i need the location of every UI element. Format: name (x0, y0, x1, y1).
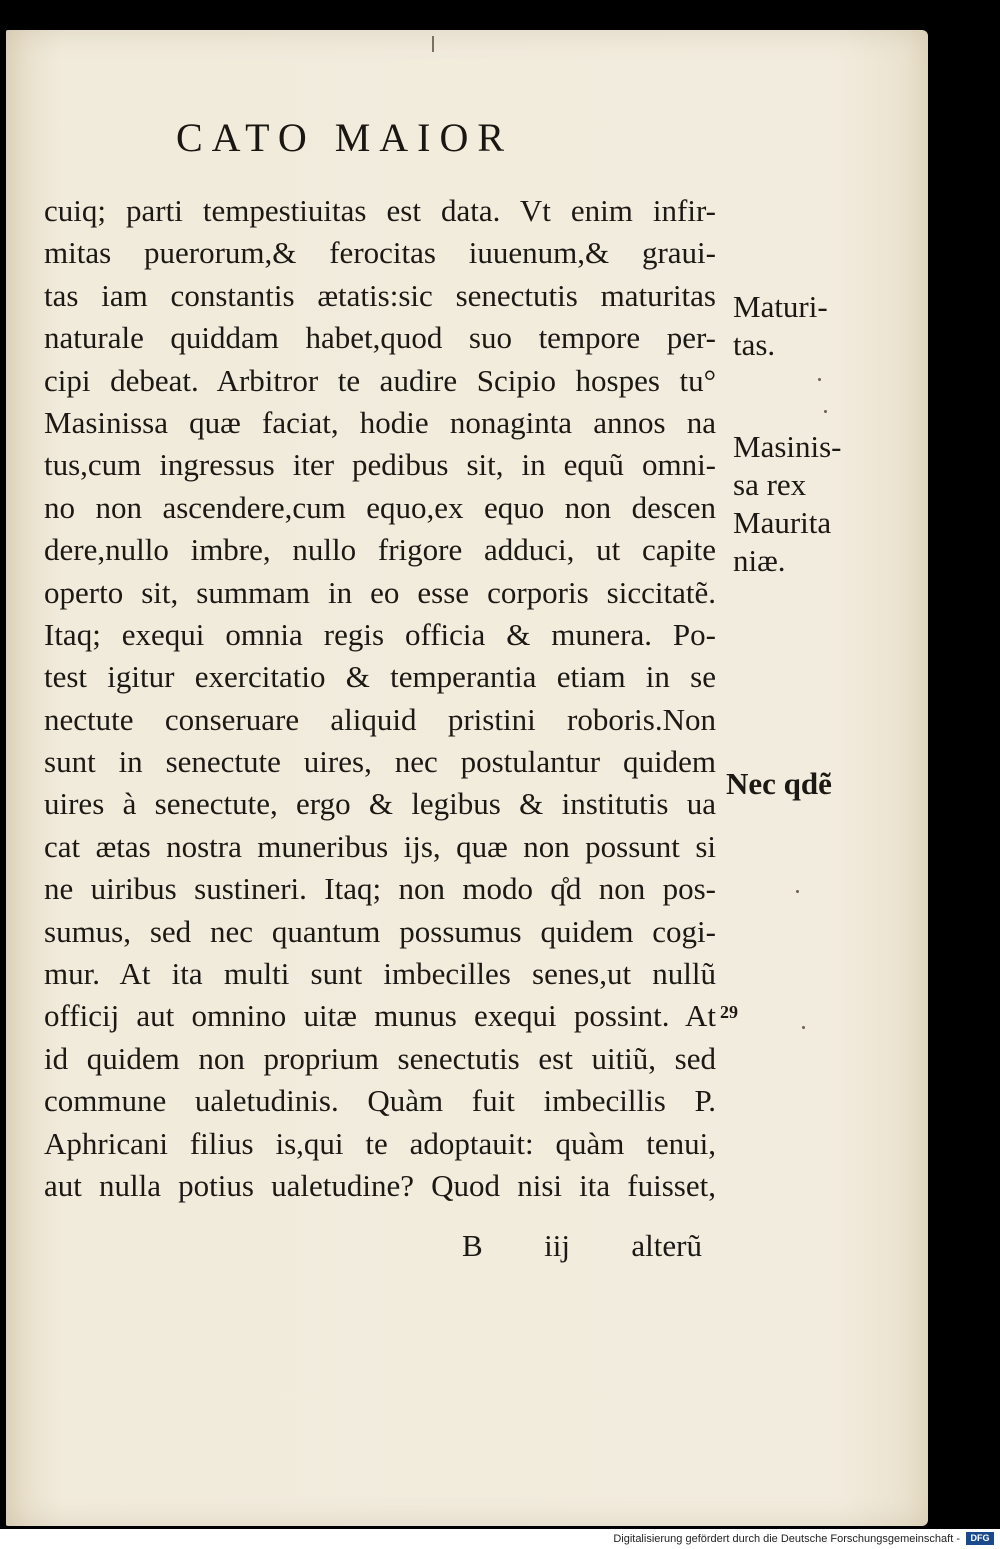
text-line: naturale quiddam habet,quod suo tempore per- (44, 320, 716, 356)
footer-credit: Digitalisierung gefördert durch die Deutsche Forschungsgemeinschaft - (613, 1533, 960, 1545)
text-line: sumus, sed nec quantum possumus quidem cogi- (44, 913, 716, 949)
marginal-line: tas. (733, 327, 776, 362)
signature-mark: B (462, 1228, 483, 1263)
dfg-logo: DFG (966, 1532, 994, 1545)
text-line: Itaq; exequi omnia regis officia & munera. Po- (44, 616, 716, 652)
paper-speck (796, 890, 799, 893)
text-line: no non ascendere,cum equo,ex equo non descen (44, 489, 716, 525)
text-line: test igitur exercitatio & temperantia etiam in se (44, 659, 716, 695)
handwritten-leaf-number: 29 (720, 1002, 738, 1022)
text-line: uires à senectute, ergo & legibus & institutis ua (44, 786, 716, 822)
text-line: aut nulla potius ualetudine? Quod nisi ita fuisset, (44, 1167, 716, 1203)
text-line: operto sit, summam in eo esse corporis siccitatẽ. (44, 574, 716, 610)
paper-speck (802, 1026, 805, 1029)
catchword-line (462, 1228, 702, 1264)
text-line: dere,nullo imbre, nullo frigore adduci, ut capite (44, 532, 716, 568)
text-line: mitas puerorum,& ferocitas iuuenum,& graui- (44, 235, 716, 271)
paper-speck (818, 378, 821, 381)
text-line: cat ætas nostra muneribus ijs, quæ non possunt si (44, 828, 716, 864)
text-line: Aphricani filius is,qui te adoptauit: quàm tenui, (44, 1125, 716, 1161)
book-page (6, 30, 928, 1526)
text-line: mur. At ita multi sunt imbecilles senes,ut nullũ (44, 956, 716, 992)
text-line: officij aut omnino uitæ munus exequi possint. At (44, 998, 716, 1034)
marginal-note-maturitas (733, 288, 828, 364)
text-line: nectute conseruare aliquid pristini roboris.Non (44, 701, 716, 737)
text-line: id quidem non proprium senectutis est uitiũ, sed (44, 1040, 716, 1076)
marginal-line: Masinis- (733, 429, 842, 464)
marginal-note-masinissa (733, 428, 842, 580)
catchword: alterũ (631, 1228, 702, 1263)
text-line: sunt in senectute uires, nec postulantur quidem (44, 744, 716, 780)
marginal-line: Maturi- (733, 289, 828, 324)
paper-speck (824, 410, 827, 413)
marginal-line: niæ. (733, 543, 786, 578)
text-line: commune ualetudinis. Quàm fuit imbecillis P. (44, 1083, 716, 1119)
text-line: cuiq; parti tempestiuitas est data. Vt enim infir- (44, 193, 716, 228)
body-text (44, 190, 716, 1207)
running-head: CATO MAIOR (176, 115, 514, 160)
text-line: ne uiribus sustineri. Itaq; non modo q̊d non pos- (44, 871, 716, 907)
signature-number: iij (544, 1228, 570, 1263)
text-line: tus,cum ingressus iter pedibus sit, in equũ omni- (44, 447, 716, 483)
text-line: Masinissa quæ faciat, hodie nonaginta annos na (44, 404, 716, 440)
text-line: cipi debeat. Arbitror te audire Scipio hospes tu° (44, 362, 716, 398)
marginal-line: sa rex (733, 467, 807, 502)
text-line: tas iam constantis ætatis:sic senectutis maturitas (44, 277, 716, 313)
marginal-line: Maurita (733, 505, 832, 540)
page-top-mark (432, 36, 434, 52)
marginal-note-nec-quidem: Nec qdẽ (726, 766, 832, 801)
